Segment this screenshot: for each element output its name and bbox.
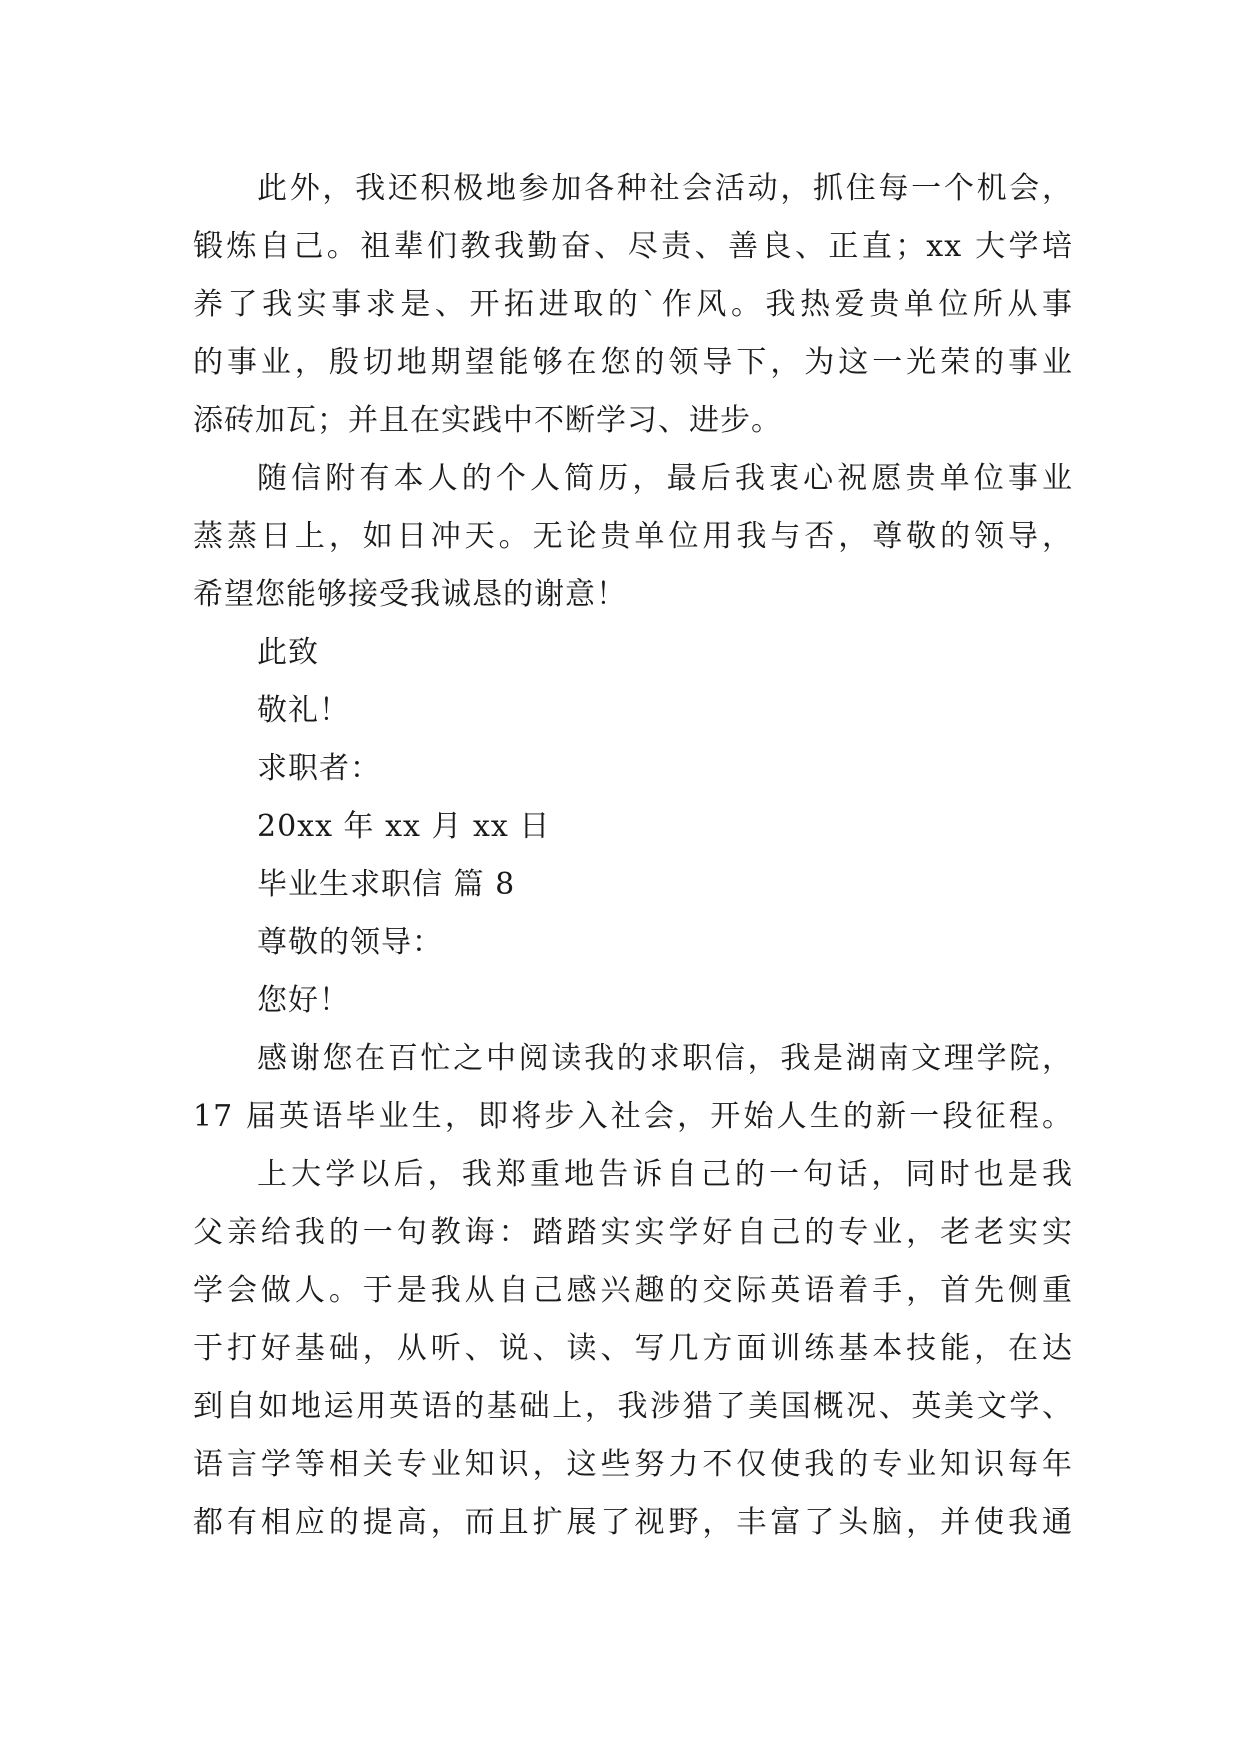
signature-label: 求职者： <box>257 751 381 786</box>
text-line: 的事业，殷切地期望能够在您的领导下，为这一光荣的事业 <box>193 345 1073 380</box>
letter-date: 20xx 年 xx 月 xx 日 <box>257 809 551 844</box>
text-line: 锻炼自己。祖辈们教我勤奋、尽责、善良、正直；xx 大学培 <box>193 229 1073 264</box>
text-line: 17 届英语毕业生，即将步入社会，开始人生的新一段征程。 <box>193 1099 1073 1134</box>
text-line: 父亲给我的一句教诲：踏踏实实学好自己的专业，老老实实 <box>193 1215 1073 1250</box>
text-line: 添砖加瓦；并且在实践中不断学习、进步。 <box>193 403 782 438</box>
text-line: 上大学以后，我郑重地告诉自己的一句话，同时也是我 <box>257 1157 1073 1192</box>
closing-salutation: 此致 <box>257 635 319 670</box>
text-line: 蒸蒸日上，如日冲天。无论贵单位用我与否，尊敬的领导， <box>193 519 1073 554</box>
letter-body <box>193 160 1073 1552</box>
greeting: 您好！ <box>257 983 350 1018</box>
text-line: 学会做人。于是我从自己感兴趣的交际英语着手，首先侧重 <box>193 1273 1073 1308</box>
text-line: 于打好基础，从听、说、读、写几方面训练基本技能，在达 <box>193 1331 1073 1366</box>
text-line: 语言学等相关专业知识，这些努力不仅使我的专业知识每年 <box>193 1447 1073 1482</box>
greeting-recipient: 尊敬的领导： <box>257 925 443 960</box>
closing-regards: 敬礼！ <box>257 693 350 728</box>
text-line: 此外，我还积极地参加各种社会活动，抓住每一个机会， <box>257 171 1073 206</box>
text-line: 到自如地运用英语的基础上，我涉猎了美国概况、英美文学、 <box>193 1389 1073 1424</box>
text-line: 都有相应的提高，而且扩展了视野，丰富了头脑，并使我通 <box>193 1505 1073 1540</box>
text-line: 希望您能够接受我诚恳的谢意！ <box>193 577 627 612</box>
section-title: 毕业生求职信 篇 8 <box>257 867 516 902</box>
text-line: 感谢您在百忙之中阅读我的求职信，我是湖南文理学院， <box>257 1041 1073 1076</box>
text-line: 养了我实事求是、开拓进取的`作风。我热爱贵单位所从事 <box>193 287 1073 322</box>
text-line: 随信附有本人的个人简历，最后我衷心祝愿贵单位事业 <box>257 461 1073 496</box>
